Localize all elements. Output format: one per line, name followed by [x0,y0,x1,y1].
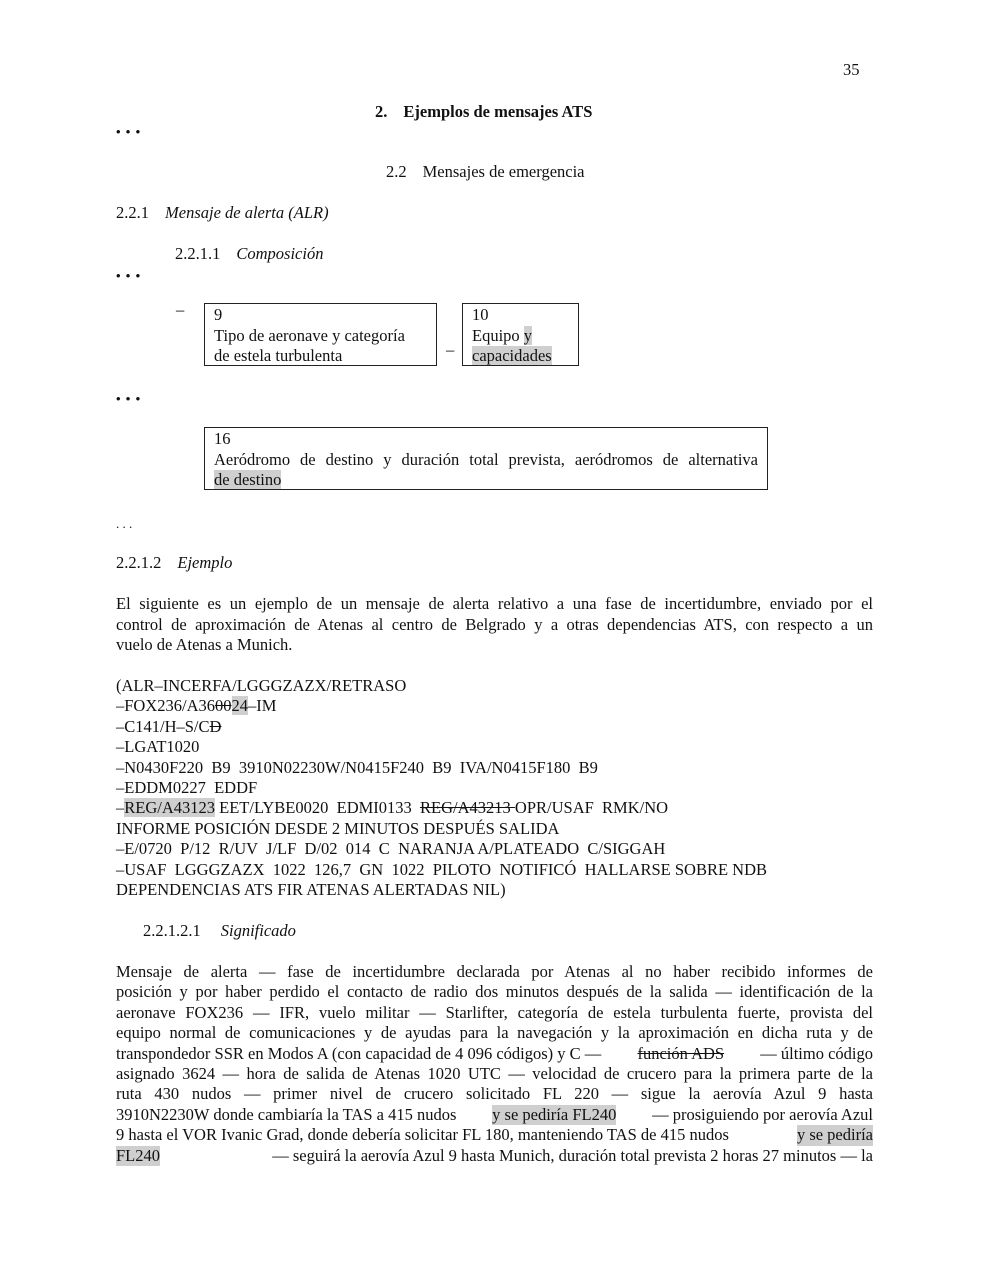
sig-line-10 [116,1146,873,1166]
intro-line-2: control de aproximación de Atenas al centro de Belgrado y a otras dependencias ATS, con respecto a un [116,614,873,634]
sig-line-8-c: — prosiguiendo por aerovía Azul [652,1104,873,1124]
msg-line-7-inserted: REG/A43123 [124,798,215,818]
section-title: Ejemplos de mensajes ATS [403,102,593,121]
msg-line-2-inserted: 24 [231,696,249,716]
sig-line-5-a: transpondedor SSR en Modos A (con capacidad de 4 096 códigos) y C — [116,1043,602,1063]
sig-line-7: ruta 430 nudos — primer nivel de crucero solicitado FL 220 — sigue la aerovía Azul 9 hasta [116,1084,873,1104]
sig-line-2: posición y por haber perdido el contacto de radio dos minutos después de la salida — identificación de la [116,982,873,1002]
sig-line-5 [116,1044,873,1064]
msg-line-2 [116,696,767,716]
field-16-line2: de destino [214,470,282,489]
heading-2-2-1 [116,203,329,224]
sig-line-4: equipo normal de comunicaciones y de ayudas para la navegación y la aproximación en dicha ruta y de [116,1023,873,1043]
subsection-heading [386,162,585,183]
msg-line-9: –E/0720 P/12 R/UV J/LF D/02 014 C NARANJA A/PLATEADO C/SIGGAH [116,839,666,859]
heading-2-2-1-1-number: 2.2.1.1 [175,244,221,263]
msg-line-4: –LGAT1020 [116,737,200,757]
heading-2-2-1-2-1-title: Significado [220,921,296,940]
sig-line-8 [116,1105,873,1125]
ellipsis-4: . . . [116,516,133,531]
field-16-line1: Aeródromo de destino y duración total prevista, aeródromos de alternativa [214,449,758,469]
sig-line-5-deleted: función ADS [637,1043,725,1063]
field-16-number: 16 [214,429,231,448]
sig-line-5-c: — último código [760,1043,873,1063]
msg-line-3-deleted: D [209,716,222,736]
msg-line-7-c: EET/LYBE0020 EDMI0133 [215,798,421,818]
heading-2-2-1-title: Mensaje de alerta (ALR) [165,203,329,222]
heading-2-2-1-2-1-number: 2.2.1.2.1 [143,921,201,940]
ellipsis-1: • • • [116,124,142,139]
msg-line-1: (ALR–INCERFA/LGGGZAZX/RETRASO [116,676,407,695]
alr-message [116,676,767,900]
intro-paragraph [116,594,873,656]
msg-line-5: –N0430F220 B9 3910N02230W/N0415F240 B9 IVA/N0415F180 B9 [116,757,598,777]
sig-line-9-a: 9 hasta el VOR Ivanic Grad, donde debería solicitar FL 180, manteniendo TAS de 415 nudos [116,1125,729,1145]
msg-line-2-d: –IM [248,696,277,716]
heading-2-2-1-number: 2.2.1 [116,203,149,222]
heading-2-2-1-1-title: Composición [236,244,324,263]
msg-line-3 [116,717,767,737]
msg-line-10: –USAF LGGGZAZX 1022 126,7 GN 1022 PILOTO NOTIFICÓ HALLARSE SOBRE NDB [116,859,768,879]
msg-line-3-a: –C141/H–S/C [116,716,210,736]
field-10-number: 10 [472,305,489,324]
msg-line-7 [116,798,767,818]
sig-line-1: Mensaje de alerta — fase de incertidumbre declarada por Atenas al no haber recibido informes de [116,962,873,981]
heading-2-2-1-2-title: Ejemplo [177,553,233,572]
intro-line-3: vuelo de Atenas a Munich. [116,635,293,654]
dash-between-fields: – [446,340,455,359]
section-heading [375,102,592,123]
field-9-line2: de estela turbulenta [214,346,343,365]
msg-line-8: INFORME POSICIÓN DESDE 2 MINUTOS DESPUÉS SALIDA [116,818,560,838]
sig-line-9-inserted: y se pediría [796,1125,873,1145]
msg-line-2-a: –FOX236/A36 [116,696,216,716]
msg-line-2-deleted: 00 [215,696,232,716]
page-number: 35 [843,60,860,79]
sig-line-9 [116,1125,873,1145]
subsection-number: 2.2 [386,162,407,181]
intro-line-1: El siguiente es un ejemplo de un mensaje de alerta relativo a una fase de incertidumbre, enviado por el [116,594,873,613]
significado-paragraph [116,962,873,1166]
field-10-line1-text: Equipo [472,325,524,345]
heading-2-2-1-2-1 [143,921,296,942]
sig-line-10-b: — seguirá la aerovía Azul 9 hasta Munich, duración total prevista 2 horas 27 minutos — la [272,1145,873,1165]
subsection-title: Mensajes de emergencia [422,162,585,181]
sig-line-8-a: 3910N2230W donde cambiaría la TAS a 415 nudos [116,1104,457,1124]
msg-line-7-deleted: REG/A43213 [420,798,515,818]
field-16-box [204,427,768,490]
sig-line-3: aeronave FOX236 — IFR, vuelo militar — Starlifter, categoría de estela turbulenta fuerte, provista del [116,1002,873,1022]
heading-2-2-1-2-number: 2.2.1.2 [116,553,162,572]
sig-line-10-inserted: FL240 [116,1145,161,1165]
field-9-line1: Tipo de aeronave y categoría [214,325,405,345]
field-10-line2: capacidades [472,346,552,365]
heading-2-2-1-1 [175,244,323,265]
sig-line-8-inserted: y se pediría FL240 [492,1104,617,1124]
ellipsis-3: • • • [116,391,142,406]
field-10-box [462,303,579,366]
msg-line-7-e: OPR/USAF RMK/NO [514,798,669,818]
section-number: 2. [375,102,388,121]
ellipsis-2: • • • [116,268,142,283]
field-9-number: 9 [214,305,223,324]
field-9-box [204,303,437,366]
field-10-highlight-y: y [523,325,533,345]
heading-2-2-1-2 [116,553,232,574]
sig-line-6: asignado 3624 — hora de salida de Atenas 1020 UTC — velocidad de crucero para la primera parte de la [116,1064,873,1084]
msg-line-7-a: – [116,798,125,818]
dash-before-field-9: – [176,300,185,319]
msg-line-6: –EDDM0227 EDDF [116,778,258,798]
msg-line-11: DEPENDENCIAS ATS FIR ATENAS ALERTADAS NIL) [116,880,506,900]
field-10-line1 [472,326,569,347]
